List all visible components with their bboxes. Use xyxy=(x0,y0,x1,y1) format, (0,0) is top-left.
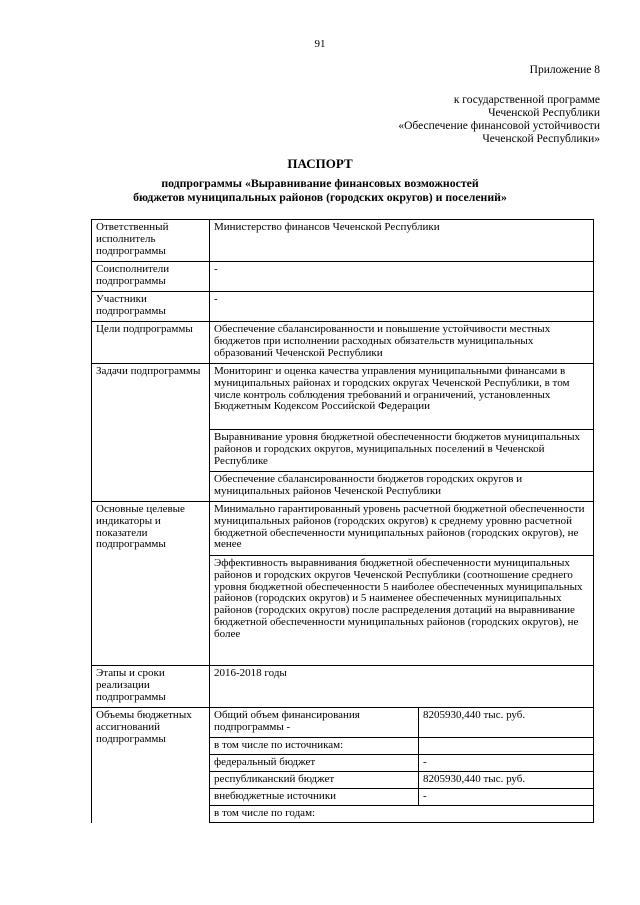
funding-by-years: в том числе по годам: xyxy=(210,806,594,823)
funding-source: в том числе по источникам: xyxy=(210,738,419,755)
funding-amount: 8205930,440 тыс. руб. xyxy=(419,772,594,789)
row-label: Соисполнители подпрограммы xyxy=(92,262,210,292)
table-row xyxy=(92,502,594,556)
table-row xyxy=(92,364,594,430)
table-row xyxy=(92,292,594,322)
funding-source: Общий объем финансирования подпрограммы - xyxy=(210,708,419,738)
funding-amount xyxy=(419,738,594,755)
row-value: - xyxy=(210,292,594,322)
task-item: Мониторинг и оценка качества управления муниципальными финансами в муниципальных районах и городских округах Чеченской Республики, в том числе контроль соблюдения требований и ограничений, установленных Бюджетным Кодексом Российской Федерации xyxy=(210,364,594,430)
row-value: - xyxy=(210,262,594,292)
indicator-item: Минимально гарантированный уровень расчетной бюджетной обеспеченности муниципальных районов (городских округов) к среднему уровню расчетной бюджетной обеспеченности муниципальных районов (городских округов), не менее xyxy=(210,502,594,556)
subtitle-line: подпрограммы «Выравнивание финансовых возможностей xyxy=(161,176,479,190)
table-row xyxy=(92,262,594,292)
funding-source: республиканский бюджет xyxy=(210,772,419,789)
appendix-label: Приложение 8 xyxy=(529,64,600,76)
passport-table xyxy=(91,219,594,823)
task-item: Выравнивание уровня бюджетной обеспеченности бюджетов муниципальных районов и городских округов, муниципальных поселений в Чеченской Республике xyxy=(210,430,594,472)
program-reference xyxy=(300,94,600,146)
document-title: ПАСПОРТ xyxy=(287,156,353,171)
funding-source: федеральный бюджет xyxy=(210,755,419,772)
row-value: Министерство финансов Чеченской Республики xyxy=(210,220,594,262)
row-label: Объемы бюджетных ассигнований подпрограммы xyxy=(92,708,210,823)
program-reference-line: «Обеспечение финансовой устойчивости xyxy=(398,120,600,132)
funding-amount: 8205930,440 тыс. руб. xyxy=(419,708,594,738)
program-reference-line: Чеченской Республики xyxy=(488,107,600,119)
document-subtitle xyxy=(60,177,580,204)
row-label: Участники подпрограммы xyxy=(92,292,210,322)
table-row xyxy=(92,220,594,262)
table-row xyxy=(92,666,594,708)
funding-source: внебюджетные источники xyxy=(210,789,419,806)
subtitle-line: бюджетов муниципальных районов (городских округов) и поселений» xyxy=(133,189,507,204)
indicator-item: Эффективность выравнивания бюджетной обеспеченности муниципальных районов и городских округов Чеченской Республики (соотношение среднего уровня бюджетной обеспеченности 5 наиболее обеспеченных муниципальных районов (городских округов) и 5 наименее обеспеченных муниципальных районов (городских округов) после распределения дотаций на выравнивание бюджетной обеспеченности муниципальных районов (городских округов), не более xyxy=(210,556,594,666)
row-label: Задачи подпрограммы xyxy=(92,364,210,502)
task-item: Обеспечение сбалансированности бюджетов городских округов и муниципальных районов Чеченской Республики xyxy=(210,472,594,502)
funding-amount: - xyxy=(419,789,594,806)
program-reference-line: Чеченской Республики» xyxy=(482,133,600,145)
row-label: Этапы и сроки реализации подпрограммы xyxy=(92,666,210,708)
table-row xyxy=(92,322,594,364)
page-number: 91 xyxy=(314,38,326,50)
row-label: Ответственный исполнитель подпрограммы xyxy=(92,220,210,262)
row-label: Цели подпрограммы xyxy=(92,322,210,364)
row-label: Основные целевые индикаторы и показатели подпрограммы xyxy=(92,502,210,666)
row-value: Обеспечение сбалансированности и повышение устойчивости местных бюджетов при исполнении расходных обязательств муниципальных образований Чеченской Республики xyxy=(210,322,594,364)
funding-amount: - xyxy=(419,755,594,772)
row-value: 2016-2018 годы xyxy=(210,666,594,708)
table-row xyxy=(92,708,594,738)
program-reference-line: к государственной программе xyxy=(453,94,600,106)
